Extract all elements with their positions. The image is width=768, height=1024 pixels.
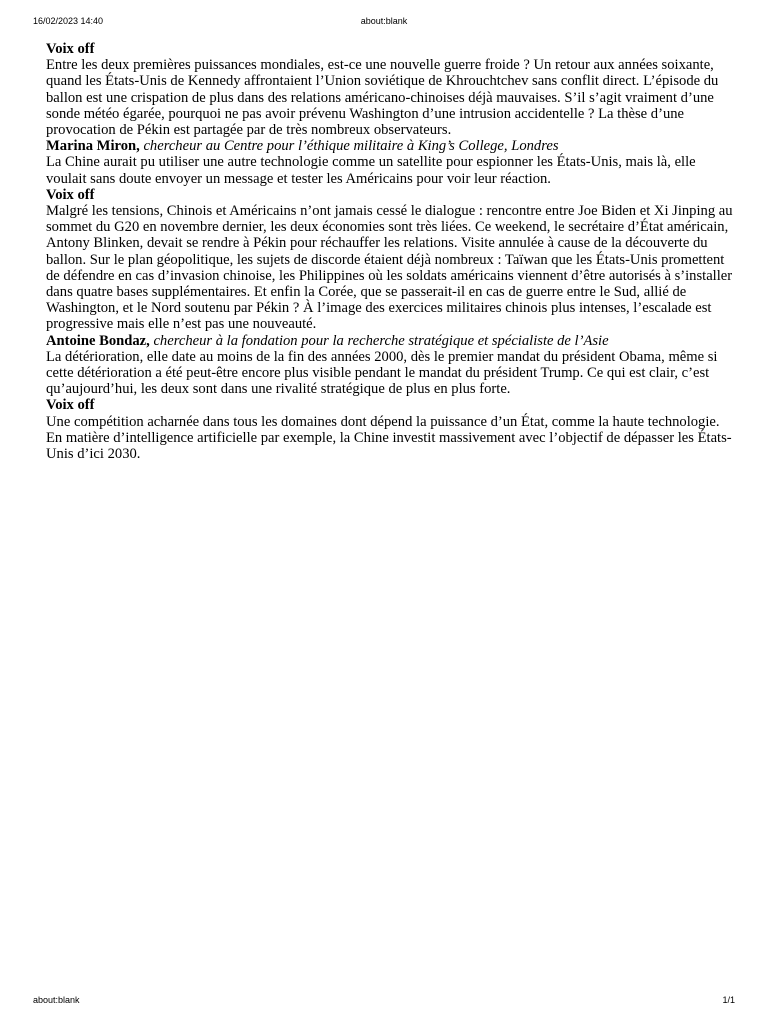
speaker-name: Voix off xyxy=(46,186,95,203)
speaker-role: chercheur au Centre pour l’éthique militaire à King’s College, Londres xyxy=(143,138,559,155)
transcript-paragraph: La Chine aurait pu utiliser une autre technologie comme un satellite pour espionner les États-Unis, mais là, elle voulait sans doute envoyer un message et tester les Américains pour voir leur réaction. xyxy=(46,154,696,187)
speaker-name: Antoine Bondaz, xyxy=(46,332,150,349)
speaker-name: Marina Miron, xyxy=(46,138,140,155)
speaker-line xyxy=(46,41,736,57)
transcript-paragraph: Malgré les tensions, Chinois et Américains n’ont jamais cessé le dialogue : rencontre entre Joe Biden et Xi Jinping au sommet du G20 en novembre dernier, les deux économies sont très liées. Ce weekend, le secrétaire d’État américain, Antony Blinken, devait se rendre à Pékin pour réchauffer les relations. Visite annulée à cause de la découverte du ballon. Sur le plan géopolitique, les sujets de discorde étaient déjà nombreux : Taïwan que les États-Unis promettent de défendre en cas d’invasion chinoise, les Philippines où les soldats américains viennent d’être autorisés à s’installer dans quatre bases supplémentaires. Et enfin la Corée, que se passerait-il en cas de guerre entre le Sud, allié de Washington, et le Nord soutenu par Pékin ? À l’image des exercices militaires chinois plus intenses, l’escalade est progressive mais elle n’est pas une nouveauté. xyxy=(46,203,733,333)
transcript-paragraph: Entre les deux premières puissances mondiales, est-ce une nouvelle guerre froide ? Un retour aux années soixante, quand les États-Unis de Kennedy affrontaient l’Union soviétique de Khrouchtchev sans conflit direct. L’épisode du ballon est une crispation de plus dans des relations américano-chinoises déjà mauvaises. S’il s’agit vraiment d’une sonde météo égarée, pourquoi ne pas avoir prévenu Washington d’une intrusion accidentelle ? La thèse d’une provocation de Pékin est partagée par de très nombreux observateurs. xyxy=(46,57,719,139)
transcript-block xyxy=(46,138,736,187)
speaker-name: Voix off xyxy=(46,41,95,57)
print-header-url: about:blank xyxy=(360,16,408,26)
transcript xyxy=(46,41,736,462)
transcript-block xyxy=(46,397,736,462)
transcript-block xyxy=(46,333,736,398)
speaker-line xyxy=(46,333,736,349)
print-footer-url: about:blank xyxy=(33,995,80,1005)
speaker-role: chercheur à la fondation pour la recherche stratégique et spécialiste de l’Asie xyxy=(153,332,609,349)
speaker-name: Voix off xyxy=(46,397,95,414)
speaker-line xyxy=(46,138,736,154)
transcript-paragraph: Une compétition acharnée dans tous les domaines dont dépend la puissance d’un État, comme la haute technologie. En matière d’intelligence artificielle par exemple, la Chine investit massivement avec l’objectif de dépasser les États-Unis d’ici 2030. xyxy=(46,413,732,463)
speaker-line xyxy=(46,187,736,203)
transcript-block xyxy=(46,41,736,138)
print-footer xyxy=(0,995,768,1007)
print-datetime: 16/02/2023 14:40 xyxy=(33,16,104,26)
transcript-paragraph: La détérioration, elle date au moins de la fin des années 2000, dès le premier mandat du président Obama, même si cette détérioration a été peut-être encore plus visible pendant le mandat du président Trump. Ce qui est clair, c’est qu’aujourd’hui, les deux sont dans une rivalité stratégique de plus en plus forte. xyxy=(46,348,718,398)
speaker-line xyxy=(46,397,736,413)
print-header xyxy=(0,16,768,28)
page-number: 1/1 xyxy=(722,995,735,1005)
transcript-block xyxy=(46,187,736,333)
